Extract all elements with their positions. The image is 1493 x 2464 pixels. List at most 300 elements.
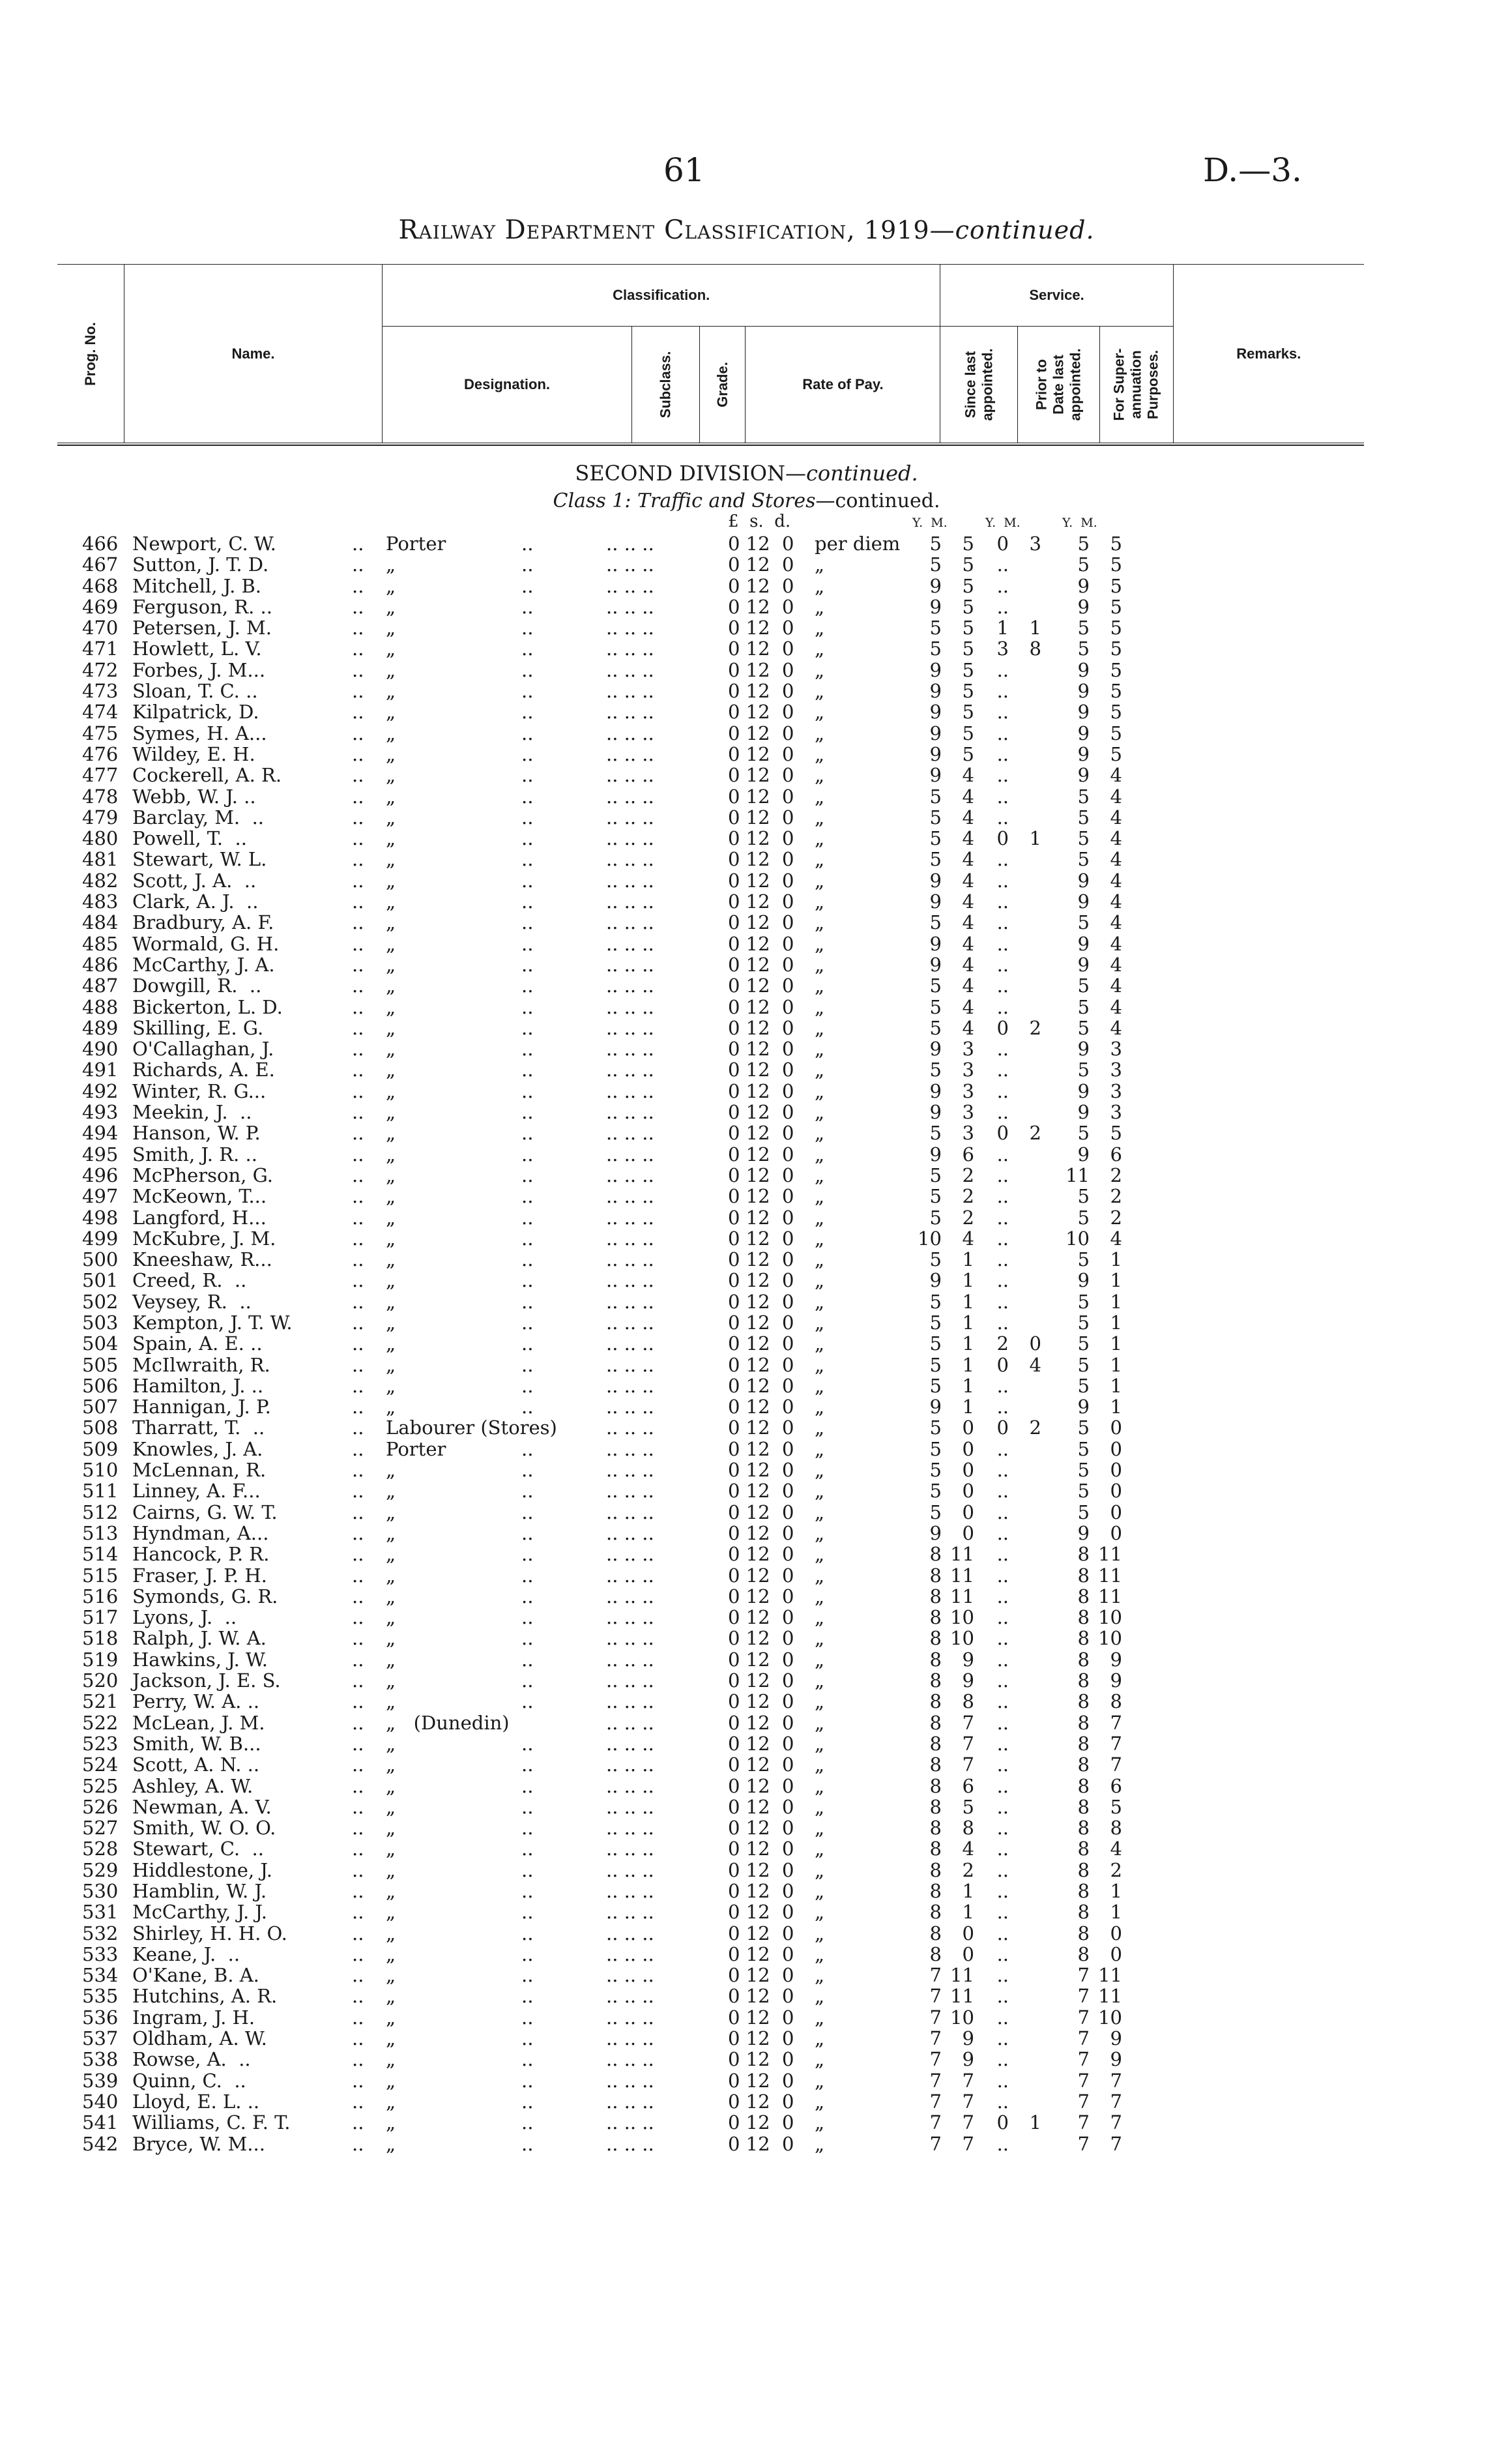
table-row <box>0 1480 1493 1501</box>
leader-dots: .. .. .. <box>606 2111 654 2134</box>
leader-dots: .. .. .. <box>606 1627 654 1650</box>
super-years: 9 <box>1077 680 1090 703</box>
leader-dots: .. <box>352 742 364 765</box>
prior-years: .. <box>996 553 1009 576</box>
rate-of-pay: 0 12 0 <box>728 2069 794 2092</box>
leader-dots: .. .. .. <box>606 975 654 997</box>
leader-dots: .. <box>521 1606 534 1629</box>
employee-name: Hyndman, A... <box>132 1521 269 1544</box>
designation: „ <box>386 1269 396 1292</box>
pay-period: „ <box>815 869 825 892</box>
table-row <box>0 997 1493 1018</box>
prior-years: 0 <box>996 1416 1009 1439</box>
since-years: 7 <box>929 2111 942 2134</box>
prior-years: .. <box>996 1227 1009 1250</box>
rate-of-pay: 0 12 0 <box>728 617 794 639</box>
rate-of-pay: 0 12 0 <box>728 701 794 724</box>
employee-name: Wormald, G. H. <box>132 932 280 955</box>
table-row <box>0 744 1493 765</box>
since-months: 5 <box>962 701 974 724</box>
leader-dots: .. <box>352 1943 364 1965</box>
rate-of-pay: 0 12 0 <box>728 1164 794 1186</box>
prior-years: .. <box>996 701 1009 724</box>
super-years: 8 <box>1077 1838 1090 1860</box>
super-years: 7 <box>1077 2069 1090 2092</box>
designation: „ <box>386 1311 396 1334</box>
leader-dots: .. .. .. <box>606 911 654 934</box>
super-months: 0 <box>1110 1521 1122 1544</box>
leader-dots: .. <box>521 1038 534 1061</box>
employee-name: Kilpatrick, D. <box>132 701 259 724</box>
leader-dots: .. .. .. <box>606 1943 654 1965</box>
leader-dots: .. <box>352 1459 364 1482</box>
pay-period: „ <box>815 1038 825 1061</box>
rate-of-pay: 0 12 0 <box>728 1311 794 1334</box>
leader-dots: .. .. .. <box>606 869 654 892</box>
employee-name: McKubre, J. M. <box>132 1227 276 1250</box>
table-row <box>0 1986 1493 2006</box>
table-row <box>0 2070 1493 2091</box>
units-since: Y. M. <box>912 516 948 530</box>
leader-dots: .. .. .. <box>606 1795 654 1818</box>
since-years: 8 <box>929 1711 942 1734</box>
table-row <box>0 1607 1493 1628</box>
leader-dots: .. <box>521 1690 534 1713</box>
prior-years: .. <box>996 1038 1009 1061</box>
super-years: 5 <box>1077 1332 1090 1355</box>
leader-dots: .. .. .. <box>606 1248 654 1271</box>
designation: „ <box>386 1838 396 1860</box>
leader-dots: .. <box>521 1248 534 1271</box>
leader-dots: .. <box>352 1627 364 1650</box>
leader-dots: .. .. .. <box>606 1690 654 1713</box>
leader-dots: .. .. .. <box>606 1227 654 1250</box>
designation: „ <box>386 1227 396 1250</box>
super-months: 5 <box>1110 595 1122 618</box>
pay-period: „ <box>815 1122 825 1145</box>
prior-years: .. <box>996 1248 1009 1271</box>
pay-period: „ <box>815 1185 825 1208</box>
table-row <box>0 1038 1493 1059</box>
leader-dots: .. <box>352 1564 364 1587</box>
super-years: 9 <box>1077 1079 1090 1102</box>
super-months: 11 <box>1098 1585 1122 1607</box>
since-years: 7 <box>929 2132 942 2155</box>
pay-period: „ <box>815 617 825 639</box>
pay-period: „ <box>815 995 825 1018</box>
pay-period: „ <box>815 1753 825 1776</box>
leader-dots: .. <box>352 911 364 934</box>
since-years: 5 <box>929 1290 942 1313</box>
super-years: 7 <box>1077 1964 1090 1987</box>
since-years: 7 <box>929 2090 942 2113</box>
prior-years: .. <box>996 1396 1009 1418</box>
super-months: 7 <box>1110 2132 1122 2155</box>
prior-years: 0 <box>996 1122 1009 1145</box>
table-row <box>0 1059 1493 1080</box>
since-months: 2 <box>962 1164 974 1186</box>
since-years: 9 <box>929 1038 942 1061</box>
employee-name: McCarthy, J. J. <box>132 1901 267 1924</box>
prior-years: .. <box>996 1185 1009 1208</box>
designation: Porter <box>386 533 446 555</box>
leader-dots: .. .. .. <box>606 553 654 576</box>
super-months: 5 <box>1110 742 1122 765</box>
leader-dots: .. <box>352 1079 364 1102</box>
leader-dots: .. .. .. <box>606 2027 654 2050</box>
super-years: 5 <box>1077 1353 1090 1376</box>
since-months: 4 <box>962 764 974 787</box>
super-months: 5 <box>1110 638 1122 660</box>
since-years: 9 <box>929 1396 942 1418</box>
designation: „ <box>386 1901 396 1924</box>
prior-years: .. <box>996 932 1009 955</box>
super-months: 5 <box>1110 553 1122 576</box>
super-years: 7 <box>1077 2090 1090 2113</box>
rate-of-pay: 0 12 0 <box>728 995 794 1018</box>
since-months: 0 <box>962 1501 974 1523</box>
since-years: 5 <box>929 1311 942 1334</box>
prog-number: 510 <box>82 1459 119 1482</box>
super-months: 10 <box>1098 1627 1122 1650</box>
super-months: 4 <box>1110 953 1122 976</box>
employee-name: Hutchins, A. R. <box>132 1985 278 2008</box>
rate-of-pay: 0 12 0 <box>728 1353 794 1376</box>
pay-period: „ <box>815 1374 825 1397</box>
prior-years: .. <box>996 1711 1009 1734</box>
leader-dots: .. <box>352 553 364 576</box>
table-row <box>0 1523 1493 1544</box>
leader-dots: .. <box>521 1079 534 1102</box>
header-subclass: Subclass. <box>632 327 700 443</box>
prog-number: 469 <box>82 595 119 618</box>
since-years: 5 <box>929 911 942 934</box>
table-row <box>0 1502 1493 1523</box>
employee-name: Scott, J. A. .. <box>132 869 257 892</box>
header-name: Name. <box>124 265 383 443</box>
title-continued: —continued. <box>929 216 1095 244</box>
super-years: 9 <box>1077 701 1090 724</box>
designation: „ <box>386 1732 396 1755</box>
leader-dots: .. <box>352 1838 364 1860</box>
leader-dots: .. <box>352 2090 364 2113</box>
table-row <box>0 891 1493 912</box>
since-years: 9 <box>929 1101 942 1124</box>
leader-dots: .. <box>521 1101 534 1124</box>
since-months: 10 <box>950 1606 974 1629</box>
since-months: 4 <box>962 932 974 955</box>
super-years: 5 <box>1077 1501 1090 1523</box>
prior-years: .. <box>996 1290 1009 1313</box>
employee-name: Keane, J. .. <box>132 1943 240 1965</box>
since-months: 11 <box>950 1564 974 1587</box>
employee-name: Oldham, A. W. <box>132 2027 267 2050</box>
employee-name: Smith, W. B... <box>132 1732 261 1755</box>
designation: „ <box>386 848 396 871</box>
since-years: 9 <box>929 742 942 765</box>
leader-dots: .. <box>352 701 364 724</box>
leader-dots: .. <box>352 1880 364 1902</box>
table-row <box>0 807 1493 828</box>
rate-of-pay: 0 12 0 <box>728 553 794 576</box>
pay-period: „ <box>815 1143 825 1166</box>
prior-years: .. <box>996 1585 1009 1607</box>
prior-years: .. <box>996 806 1009 829</box>
since-months: 5 <box>962 1795 974 1818</box>
prior-months: 2 <box>1029 1122 1041 1145</box>
since-years: 9 <box>929 701 942 724</box>
since-months: 9 <box>962 1648 974 1671</box>
super-months: 3 <box>1110 1079 1122 1102</box>
since-months: 1 <box>962 1374 974 1397</box>
since-months: 4 <box>962 911 974 934</box>
prog-number: 488 <box>82 995 119 1018</box>
rate-of-pay: 0 12 0 <box>728 1416 794 1439</box>
prog-number: 495 <box>82 1143 119 1166</box>
prior-years: .. <box>996 890 1009 913</box>
table-row <box>0 1628 1493 1649</box>
leader-dots: .. <box>521 2006 534 2029</box>
pay-period: „ <box>815 1501 825 1523</box>
leader-dots: .. <box>352 995 364 1018</box>
employee-name: Ferguson, R. .. <box>132 595 272 618</box>
rate-of-pay: 0 12 0 <box>728 1038 794 1061</box>
since-months: 7 <box>962 1753 974 1776</box>
pay-period: „ <box>815 911 825 934</box>
pay-period: „ <box>815 1690 825 1713</box>
prog-number: 466 <box>82 533 119 555</box>
prog-number: 490 <box>82 1038 119 1061</box>
since-months: 3 <box>962 1101 974 1124</box>
employee-name: McPherson, G. <box>132 1164 273 1186</box>
employee-name: Perry, W. A. .. <box>132 1690 260 1713</box>
since-months: 10 <box>950 2006 974 2029</box>
since-months: 8 <box>962 1817 974 1840</box>
leader-dots: .. .. .. <box>606 638 654 660</box>
prog-number: 484 <box>82 911 119 934</box>
employee-name: Lloyd, E. L. .. <box>132 2090 260 2113</box>
designation: „ <box>386 1774 396 1797</box>
leader-dots: .. .. .. <box>606 1985 654 2008</box>
prior-years: .. <box>996 1943 1009 1965</box>
prior-years: .. <box>996 574 1009 597</box>
table-row <box>0 617 1493 638</box>
super-years: 5 <box>1077 806 1090 829</box>
employee-name: Symes, H. A... <box>132 722 267 744</box>
leader-dots: .. .. .. <box>606 2090 654 2113</box>
leader-dots: .. <box>352 1038 364 1061</box>
super-months: 6 <box>1110 1774 1122 1797</box>
employee-name: Clark, A. J. .. <box>132 890 259 913</box>
leader-dots: .. <box>352 2069 364 2092</box>
super-months: 9 <box>1110 1648 1122 1671</box>
leader-dots: .. .. .. <box>606 995 654 1018</box>
since-years: 5 <box>929 1332 942 1355</box>
leader-dots: .. <box>521 1901 534 1924</box>
leader-dots: .. .. .. <box>606 1732 654 1755</box>
employee-name: Meekin, J. .. <box>132 1101 252 1124</box>
super-months: 1 <box>1110 1248 1122 1271</box>
pay-period: „ <box>815 1606 825 1629</box>
leader-dots: .. <box>521 827 534 850</box>
prog-number: 506 <box>82 1374 119 1397</box>
prior-years: .. <box>996 995 1009 1018</box>
rate-of-pay: 0 12 0 <box>728 890 794 913</box>
since-months: 1 <box>962 1248 974 1271</box>
designation: „ <box>386 1964 396 1987</box>
since-years: 9 <box>929 658 942 681</box>
leader-dots: .. .. .. <box>606 2048 654 2071</box>
header-classification: Classification. <box>383 265 940 327</box>
super-months: 4 <box>1110 1227 1122 1250</box>
header-since-last-appointed: Since last appointed. <box>940 327 1018 443</box>
super-years: 5 <box>1077 1290 1090 1313</box>
prior-years: 0 <box>996 1016 1009 1039</box>
leader-dots: .. <box>352 1480 364 1503</box>
leader-dots: .. <box>352 2027 364 2050</box>
since-months: 4 <box>962 995 974 1018</box>
employee-name: Newman, A. V. <box>132 1795 272 1818</box>
prior-years: .. <box>996 1437 1009 1460</box>
leader-dots: .. .. .. <box>606 701 654 724</box>
since-months: 1 <box>962 1901 974 1924</box>
prog-number: 526 <box>82 1795 119 1818</box>
super-months: 4 <box>1110 1016 1122 1039</box>
super-months: 5 <box>1110 1122 1122 1145</box>
leader-dots: .. <box>521 785 534 808</box>
designation: „ <box>386 975 396 997</box>
designation: „ <box>386 785 396 808</box>
since-months: 0 <box>962 1943 974 1965</box>
leader-dots: .. <box>352 595 364 618</box>
employee-name: O'Kane, B. A. <box>132 1964 259 1987</box>
rate-of-pay: 0 12 0 <box>728 1922 794 1944</box>
since-months: 2 <box>962 1858 974 1881</box>
prior-years: .. <box>996 1838 1009 1860</box>
designation: „ <box>386 1817 396 1840</box>
rate-of-pay: 0 12 0 <box>728 1753 794 1776</box>
prog-number: 529 <box>82 1858 119 1881</box>
pay-period: „ <box>815 1669 825 1692</box>
leader-dots: .. <box>521 1164 534 1186</box>
table-row <box>0 1649 1493 1670</box>
pay-period: „ <box>815 1732 825 1755</box>
since-months: 5 <box>962 553 974 576</box>
super-years: 7 <box>1077 2111 1090 2134</box>
super-months: 7 <box>1110 1711 1122 1734</box>
pay-period: „ <box>815 1858 825 1881</box>
since-years: 7 <box>929 2048 942 2071</box>
since-months: 5 <box>962 574 974 597</box>
leader-dots: .. <box>352 1248 364 1271</box>
prior-years: 2 <box>996 1332 1009 1355</box>
designation: „ <box>386 2111 396 2134</box>
rate-of-pay: 0 12 0 <box>728 1206 794 1229</box>
table-row <box>0 954 1493 975</box>
leader-dots: .. .. .. <box>606 1206 654 1229</box>
super-months: 0 <box>1110 1437 1122 1460</box>
super-months: 2 <box>1110 1185 1122 1208</box>
prior-years: .. <box>996 1606 1009 1629</box>
employee-name: Symonds, G. R. <box>132 1585 278 1607</box>
employee-name: Quinn, C. .. <box>132 2069 246 2092</box>
super-years: 8 <box>1077 1606 1090 1629</box>
pay-period: „ <box>815 2111 825 2134</box>
leader-dots: .. <box>352 1858 364 1881</box>
super-years: 5 <box>1077 1416 1090 1439</box>
rate-of-pay: 0 12 0 <box>728 806 794 829</box>
super-years: 9 <box>1077 1143 1090 1166</box>
pay-period: „ <box>815 2090 825 2113</box>
prog-number: 520 <box>82 1669 119 1692</box>
designation: „ <box>386 595 396 618</box>
super-years: 8 <box>1077 1543 1090 1566</box>
table-row <box>0 1186 1493 1207</box>
employee-name: Dowgill, R. .. <box>132 975 262 997</box>
table-row <box>0 1754 1493 1775</box>
designation: „ <box>386 1206 396 1229</box>
leader-dots: .. .. .. <box>606 742 654 765</box>
prior-years: .. <box>996 1143 1009 1166</box>
rate-of-pay: 0 12 0 <box>728 1543 794 1566</box>
employee-name: Hanson, W. P. <box>132 1122 261 1145</box>
prior-years: 1 <box>996 617 1009 639</box>
designation: „ <box>386 2132 396 2155</box>
prior-years: 0 <box>996 533 1009 555</box>
table-row <box>0 660 1493 681</box>
prior-years: .. <box>996 1901 1009 1924</box>
since-years: 5 <box>929 1206 942 1229</box>
prior-years: .. <box>996 1858 1009 1881</box>
since-years: 9 <box>929 1143 942 1166</box>
prog-number: 521 <box>82 1690 119 1713</box>
designation: „ <box>386 764 396 787</box>
prog-number: 477 <box>82 764 119 787</box>
since-months: 3 <box>962 1122 974 1145</box>
leader-dots: .. <box>521 995 534 1018</box>
super-years: 9 <box>1077 1038 1090 1061</box>
header-rate-of-pay: Rate of Pay. <box>746 327 940 443</box>
employee-name: Ingram, J. H. <box>132 2006 255 2029</box>
since-years: 5 <box>929 975 942 997</box>
since-months: 10 <box>950 1627 974 1650</box>
rate-of-pay: 0 12 0 <box>728 722 794 744</box>
rate-of-pay: 0 12 0 <box>728 1880 794 1902</box>
since-months: 0 <box>962 1459 974 1482</box>
pay-period: „ <box>815 1311 825 1334</box>
table-row <box>0 975 1493 996</box>
since-years: 5 <box>929 1353 942 1376</box>
prog-number: 487 <box>82 975 119 997</box>
rate-of-pay: 0 12 0 <box>728 932 794 955</box>
super-months: 7 <box>1110 2090 1122 2113</box>
super-years: 5 <box>1077 533 1090 555</box>
since-years: 5 <box>929 1248 942 1271</box>
leader-dots: .. <box>521 722 534 744</box>
pay-period: „ <box>815 1817 825 1840</box>
employee-name: Cairns, G. W. T. <box>132 1501 278 1523</box>
rate-of-pay: 0 12 0 <box>728 764 794 787</box>
employee-name: Smith, W. O. O. <box>132 1817 276 1840</box>
leader-dots: .. .. .. <box>606 1501 654 1523</box>
since-years: 8 <box>929 1627 942 1650</box>
table-row <box>0 701 1493 722</box>
document-reference: D.—3. <box>1203 151 1302 189</box>
pay-period: „ <box>815 1353 825 1376</box>
designation: „ <box>386 1079 396 1102</box>
since-months: 7 <box>962 1732 974 1755</box>
employee-name: Knowles, J. A. <box>132 1437 263 1460</box>
